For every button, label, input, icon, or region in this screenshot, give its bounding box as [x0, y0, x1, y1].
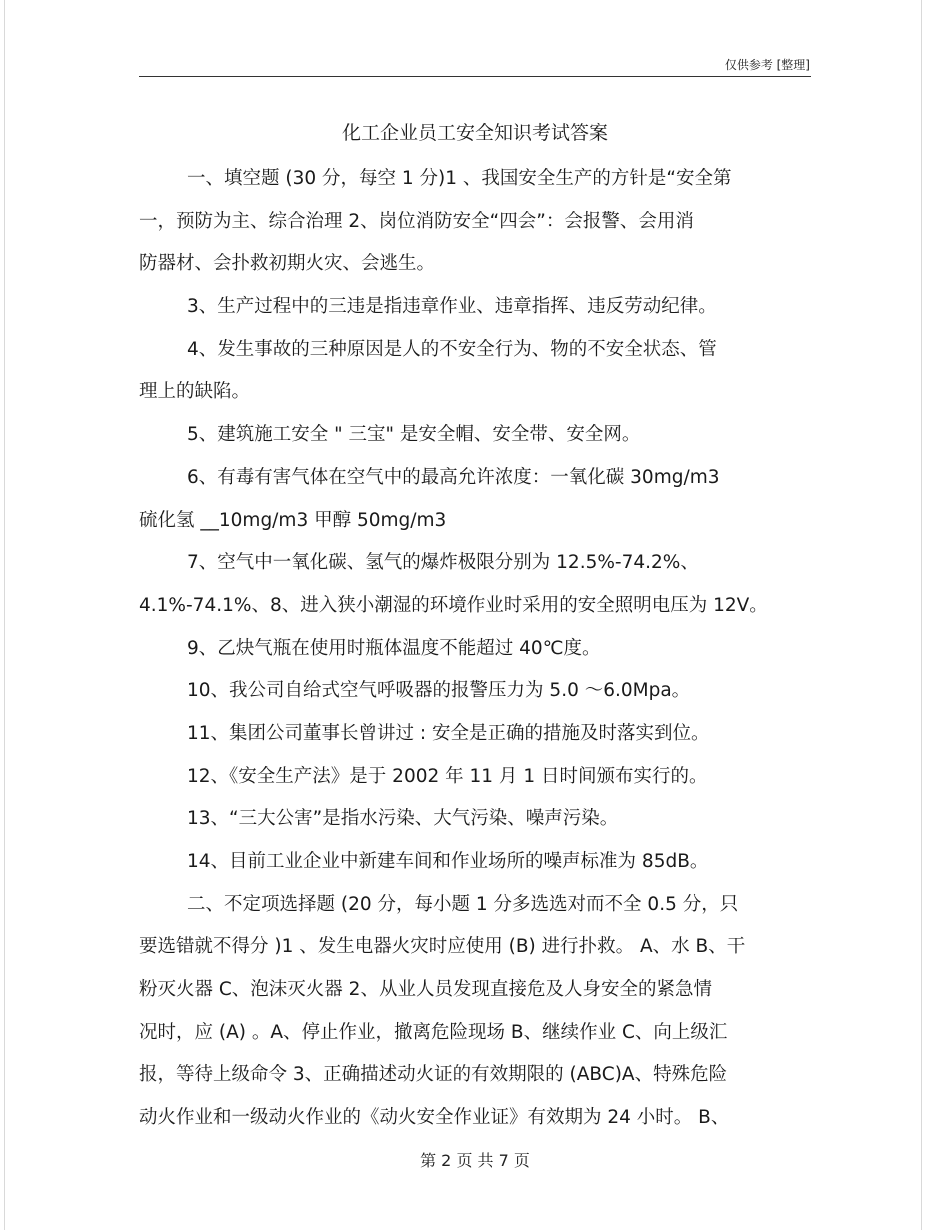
text-line: 7、空气中一氧化碳、氢气的爆炸极限分别为 12.5%-74.2%、 [187, 552, 699, 574]
text-line: 二、不定项选择题 (20 分，每小题 1 分多选选对而不全 0.5 分，只 [187, 893, 739, 915]
text-line: 11、集团公司董事长曾讲过 : 安全是正确的措施及时落实到位。 [187, 722, 710, 744]
text-line: 理上的缺陷。 [139, 381, 251, 403]
text-line: 12、《安全生产法》是于 2002 年 11 月 1 日时间颁布实行的。 [187, 765, 708, 787]
text-line: 5、建筑施工安全 " 三宝" 是安全帽、安全带、安全网。 [187, 424, 641, 446]
page-footer: 第 2 页 共 7 页 [420, 1151, 530, 1170]
text-line: 况时，应 (A) 。A、停止作业，撤离危险现场 B、继续作业 C、向上级汇 [139, 1021, 728, 1043]
text-line: 9、乙炔气瓶在使用时瓶体温度不能超过 40℃度。 [187, 637, 601, 659]
text-line: 硫化氢 __10mg/m3 甲醇 50mg/m3 [139, 509, 447, 531]
text-line: 13、“三大公害”是指水污染、大气污染、噪声污染。 [187, 808, 619, 830]
header-note: 仅供参考 [整理] [724, 58, 810, 72]
text-line: 动火作业和一级动火作业的《动火安全作业证》有效期为 24 小时。 B、 [139, 1107, 730, 1129]
page-edge-right [921, 0, 922, 1230]
header-rule [139, 76, 811, 77]
document-title: 化工企业员工安全知识考试答案 [341, 122, 608, 144]
text-line: 6、有毒有害气体在空气中的最高允许浓度：一氧化碳 30mg/m3 [187, 466, 720, 488]
page-edge-left [4, 0, 5, 1230]
text-line: 10、我公司自给式空气呼吸器的报警压力为 5.0 ～6.0Mpa。 [187, 680, 691, 702]
text-line: 3、生产过程中的三违是指违章作业、违章指挥、违反劳动纪律。 [187, 296, 717, 318]
text-line: 要选错就不得分 )1 、发生电器火灾时应使用 (B) 进行扑救。 A、水 B、干 [139, 936, 746, 958]
text-line: 14、目前工业企业中新建车间和作业场所的噪声标准为 85dB。 [187, 851, 709, 872]
text-line: 4、发生事故的三种原因是人的不安全行为、物的不安全状态、管 [187, 338, 717, 360]
text-line: 一、填空题 (30 分，每空 1 分)1 、我国安全生产的方针是“安全第 [187, 168, 732, 189]
text-line: 报，等待上级命令 3、正确描述动火证的有效期限的 (ABC)A、特殊危险 [139, 1064, 728, 1086]
document-body [139, 158, 811, 1140]
text-line: 4.1%-74.1%、8、进入狭小潮湿的环境作业时采用的安全照明电压为 12V。 [139, 594, 768, 616]
text-line: 一，预防为主、综合治理 2、岗位消防安全“四会”：会报警、会用消 [139, 210, 694, 232]
text-line: 粉灭火器 C、泡沫灭火器 2、从业人员发现直接危及人身安全的紧急情 [139, 979, 712, 1001]
text-line: 防器材、会扑救初期火灾、会逃生。 [139, 253, 436, 275]
